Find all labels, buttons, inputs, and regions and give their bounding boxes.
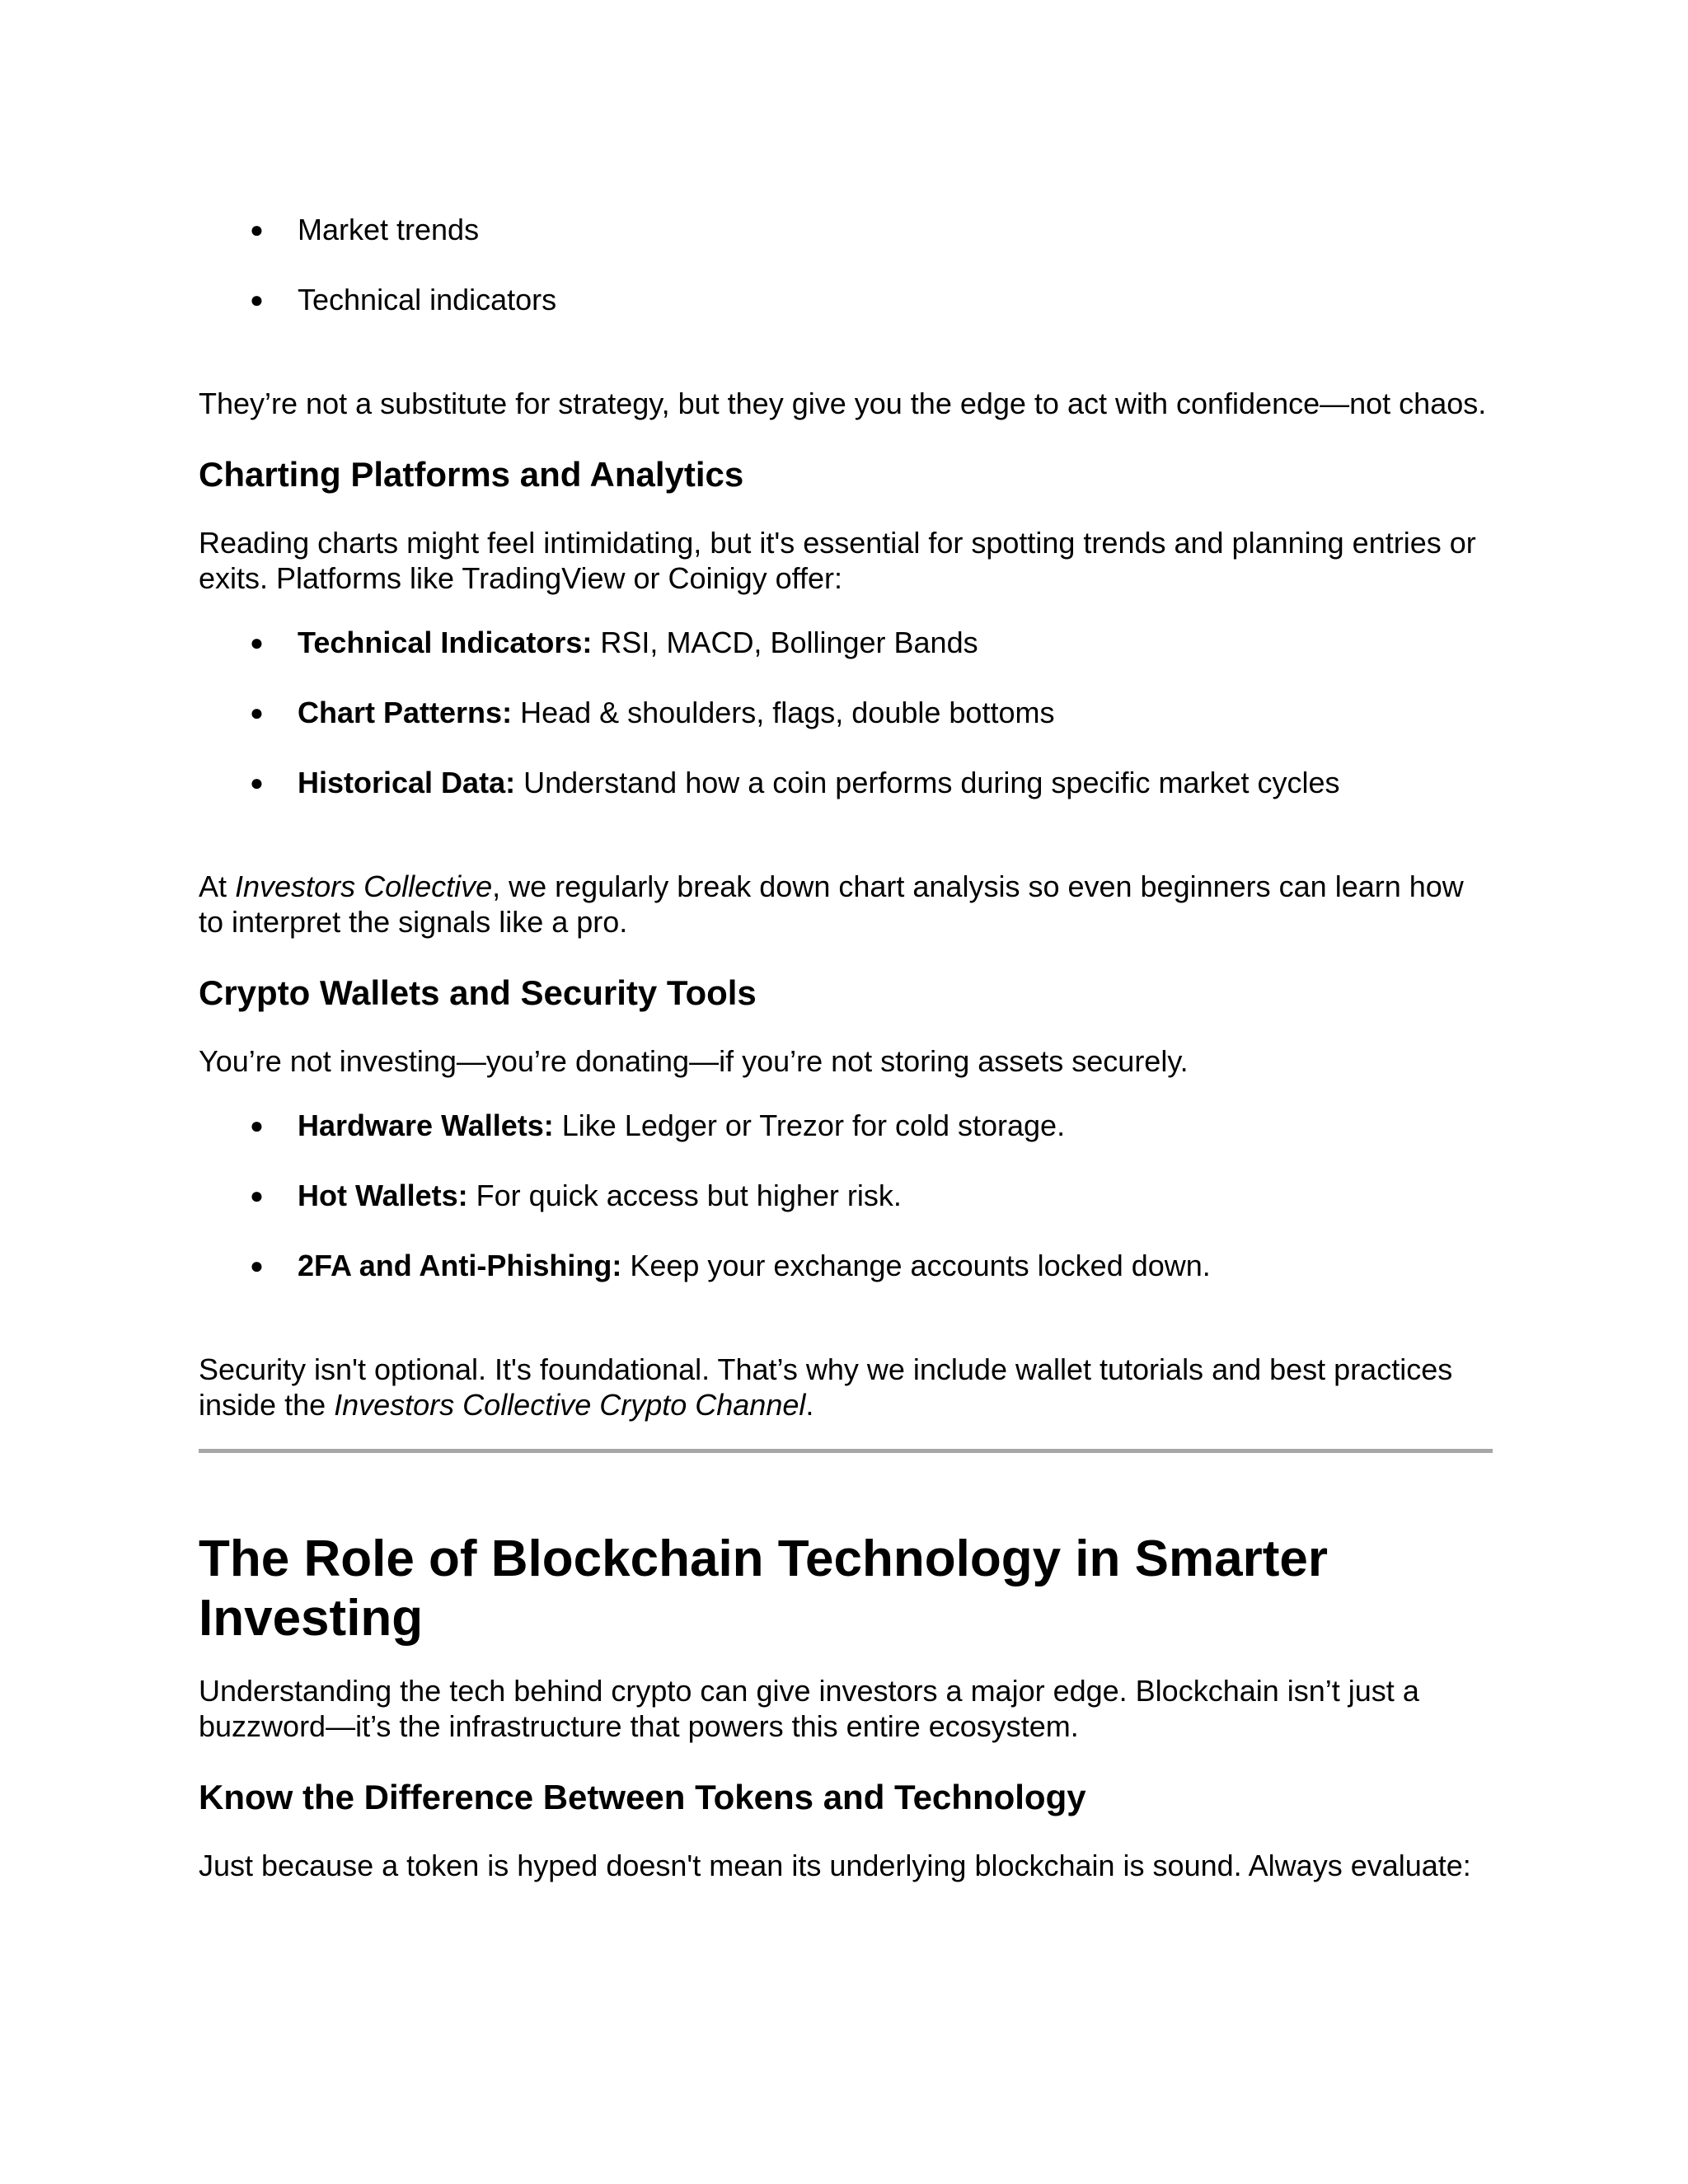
section-heading-tokens: Know the Difference Between Tokens and Technology bbox=[199, 1778, 1086, 1816]
paragraph: Reading charts might feel intimidating, but it's essential for spotting trends and planning entries or exits. Platforms like TradingView or Coinigy offer: bbox=[199, 526, 1476, 595]
bullet-icon: ● bbox=[250, 630, 264, 655]
paragraph: At Investors Collective, we regularly break down chart analysis so even beginners can learn how to interpret the signals like a pro. bbox=[199, 869, 1464, 939]
bullet-icon: ● bbox=[250, 217, 264, 242]
list-item: ● Hot Wallets: For quick access but higher risk. bbox=[250, 1179, 902, 1212]
document-content bbox=[199, 213, 1493, 1883]
bullet-icon: ● bbox=[250, 1113, 264, 1138]
list-item: ● Chart Patterns: Head & shoulders, flags, double bottoms bbox=[250, 696, 1055, 729]
section-heading-charting: Charting Platforms and Analytics bbox=[199, 455, 744, 494]
list-item: ● Technical indicators bbox=[250, 283, 557, 316]
paragraph: They’re not a substitute for strategy, but they give you the edge to act with confidence—not chaos. bbox=[199, 387, 1487, 420]
paragraph: You’re not investing—you’re donating—if you’re not storing assets securely. bbox=[199, 1044, 1189, 1078]
list-item: ● Historical Data: Understand how a coin performs during specific market cycles bbox=[250, 766, 1340, 799]
list-item: ● 2FA and Anti-Phishing: Keep your exchange accounts locked down. bbox=[250, 1249, 1211, 1282]
section-heading-wallets: Crypto Wallets and Security Tools bbox=[199, 973, 757, 1012]
charting-bullet-list bbox=[199, 626, 1493, 800]
list-item: ● Technical Indicators: RSI, MACD, Bollinger Bands bbox=[250, 626, 978, 659]
paragraph: Understanding the tech behind crypto can give investors a major edge. Blockchain isn’t just a buzzword—it’s the infrastructure that powers this entire ecosystem. bbox=[199, 1674, 1419, 1743]
bullet-icon: ● bbox=[250, 1183, 264, 1208]
list-item: ● Market trends bbox=[250, 213, 480, 246]
bullet-icon: ● bbox=[250, 770, 264, 795]
bullet-icon: ● bbox=[250, 700, 264, 725]
top-bullet-list bbox=[199, 213, 1493, 317]
section-divider bbox=[199, 1449, 1493, 1453]
paragraph: Security isn't optional. It's foundational. That’s why we include wallet tutorials and best practices inside the Investors Collective Crypto Channel. bbox=[199, 1352, 1453, 1422]
bullet-icon: ● bbox=[250, 1253, 264, 1278]
bullet-icon: ● bbox=[250, 287, 264, 312]
paragraph: Just because a token is hyped doesn't mean its underlying blockchain is sound. Always evaluate: bbox=[199, 1849, 1471, 1882]
wallets-bullet-list bbox=[199, 1108, 1493, 1283]
page-title: The Role of Blockchain Technology in Smarter Investing bbox=[199, 1530, 1328, 1647]
list-item: ● Hardware Wallets: Like Ledger or Trezor for cold storage. bbox=[250, 1108, 1066, 1142]
